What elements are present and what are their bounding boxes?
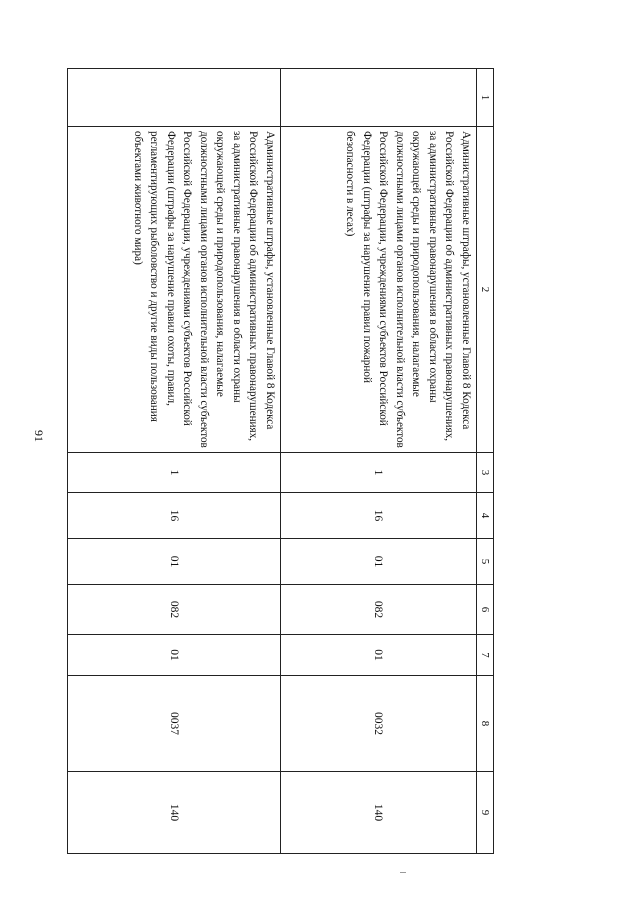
cell-col1 xyxy=(68,69,281,127)
cell-col4: 16 xyxy=(68,493,281,539)
scan-speck xyxy=(400,872,406,873)
header-cell: 1 xyxy=(477,69,494,127)
cell-col5: 01 xyxy=(68,539,281,585)
cell-col3: 1 xyxy=(68,453,281,493)
header-cell: 9 xyxy=(477,772,494,854)
header-cell: 3 xyxy=(477,453,494,493)
cell-col9: 140 xyxy=(68,772,281,854)
cell-col8: 0037 xyxy=(68,676,281,772)
table-header-row xyxy=(477,69,494,854)
header-cell: 2 xyxy=(477,127,494,453)
cell-col7: 01 xyxy=(281,635,477,676)
cell-col6: 082 xyxy=(68,585,281,635)
header-cell: 8 xyxy=(477,676,494,772)
rotated-page-content xyxy=(69,68,494,853)
header-cell: 6 xyxy=(477,585,494,635)
cell-description: Административные штрафы, установленные Главой 8 Кодекса Российской Федерации об административных правонарушениях, за административные правонарушения в области охраны окружающей среды и природопользования, налагаемые должностными лицами органов исполнительной власти субъектов Российской Федерации, учреждениями субъектов Российской Федерации (штрафы за нарушение правил охоты, правил, регламентирующих рыболовство и другие виды пользования объектами животного мира) xyxy=(68,127,281,453)
cell-col1 xyxy=(281,69,477,127)
fines-table xyxy=(67,68,494,854)
page-number: 91 xyxy=(32,430,46,442)
table-row xyxy=(68,69,281,854)
header-cell: 7 xyxy=(477,635,494,676)
cell-col7: 01 xyxy=(68,635,281,676)
cell-col4: 16 xyxy=(281,493,477,539)
table-row xyxy=(281,69,477,854)
cell-col8: 0032 xyxy=(281,676,477,772)
header-cell: 5 xyxy=(477,539,494,585)
cell-description: Административные штрафы, установленные Главой 8 Кодекса Российской Федерации об административных правонарушениях, за административные правонарушения в области охраны окружающей среды и природопользования, налагаемые должностными лицами органов исполнительной власти субъектов Российской Федерации, учреждениями субъектов Российской Федерации (штрафы за нарушение правил пожарной безопасности в лесах) xyxy=(281,127,477,453)
cell-col6: 082 xyxy=(281,585,477,635)
cell-col5: 01 xyxy=(281,539,477,585)
cell-col3: 1 xyxy=(281,453,477,493)
cell-col9: 140 xyxy=(281,772,477,854)
header-cell: 4 xyxy=(477,493,494,539)
